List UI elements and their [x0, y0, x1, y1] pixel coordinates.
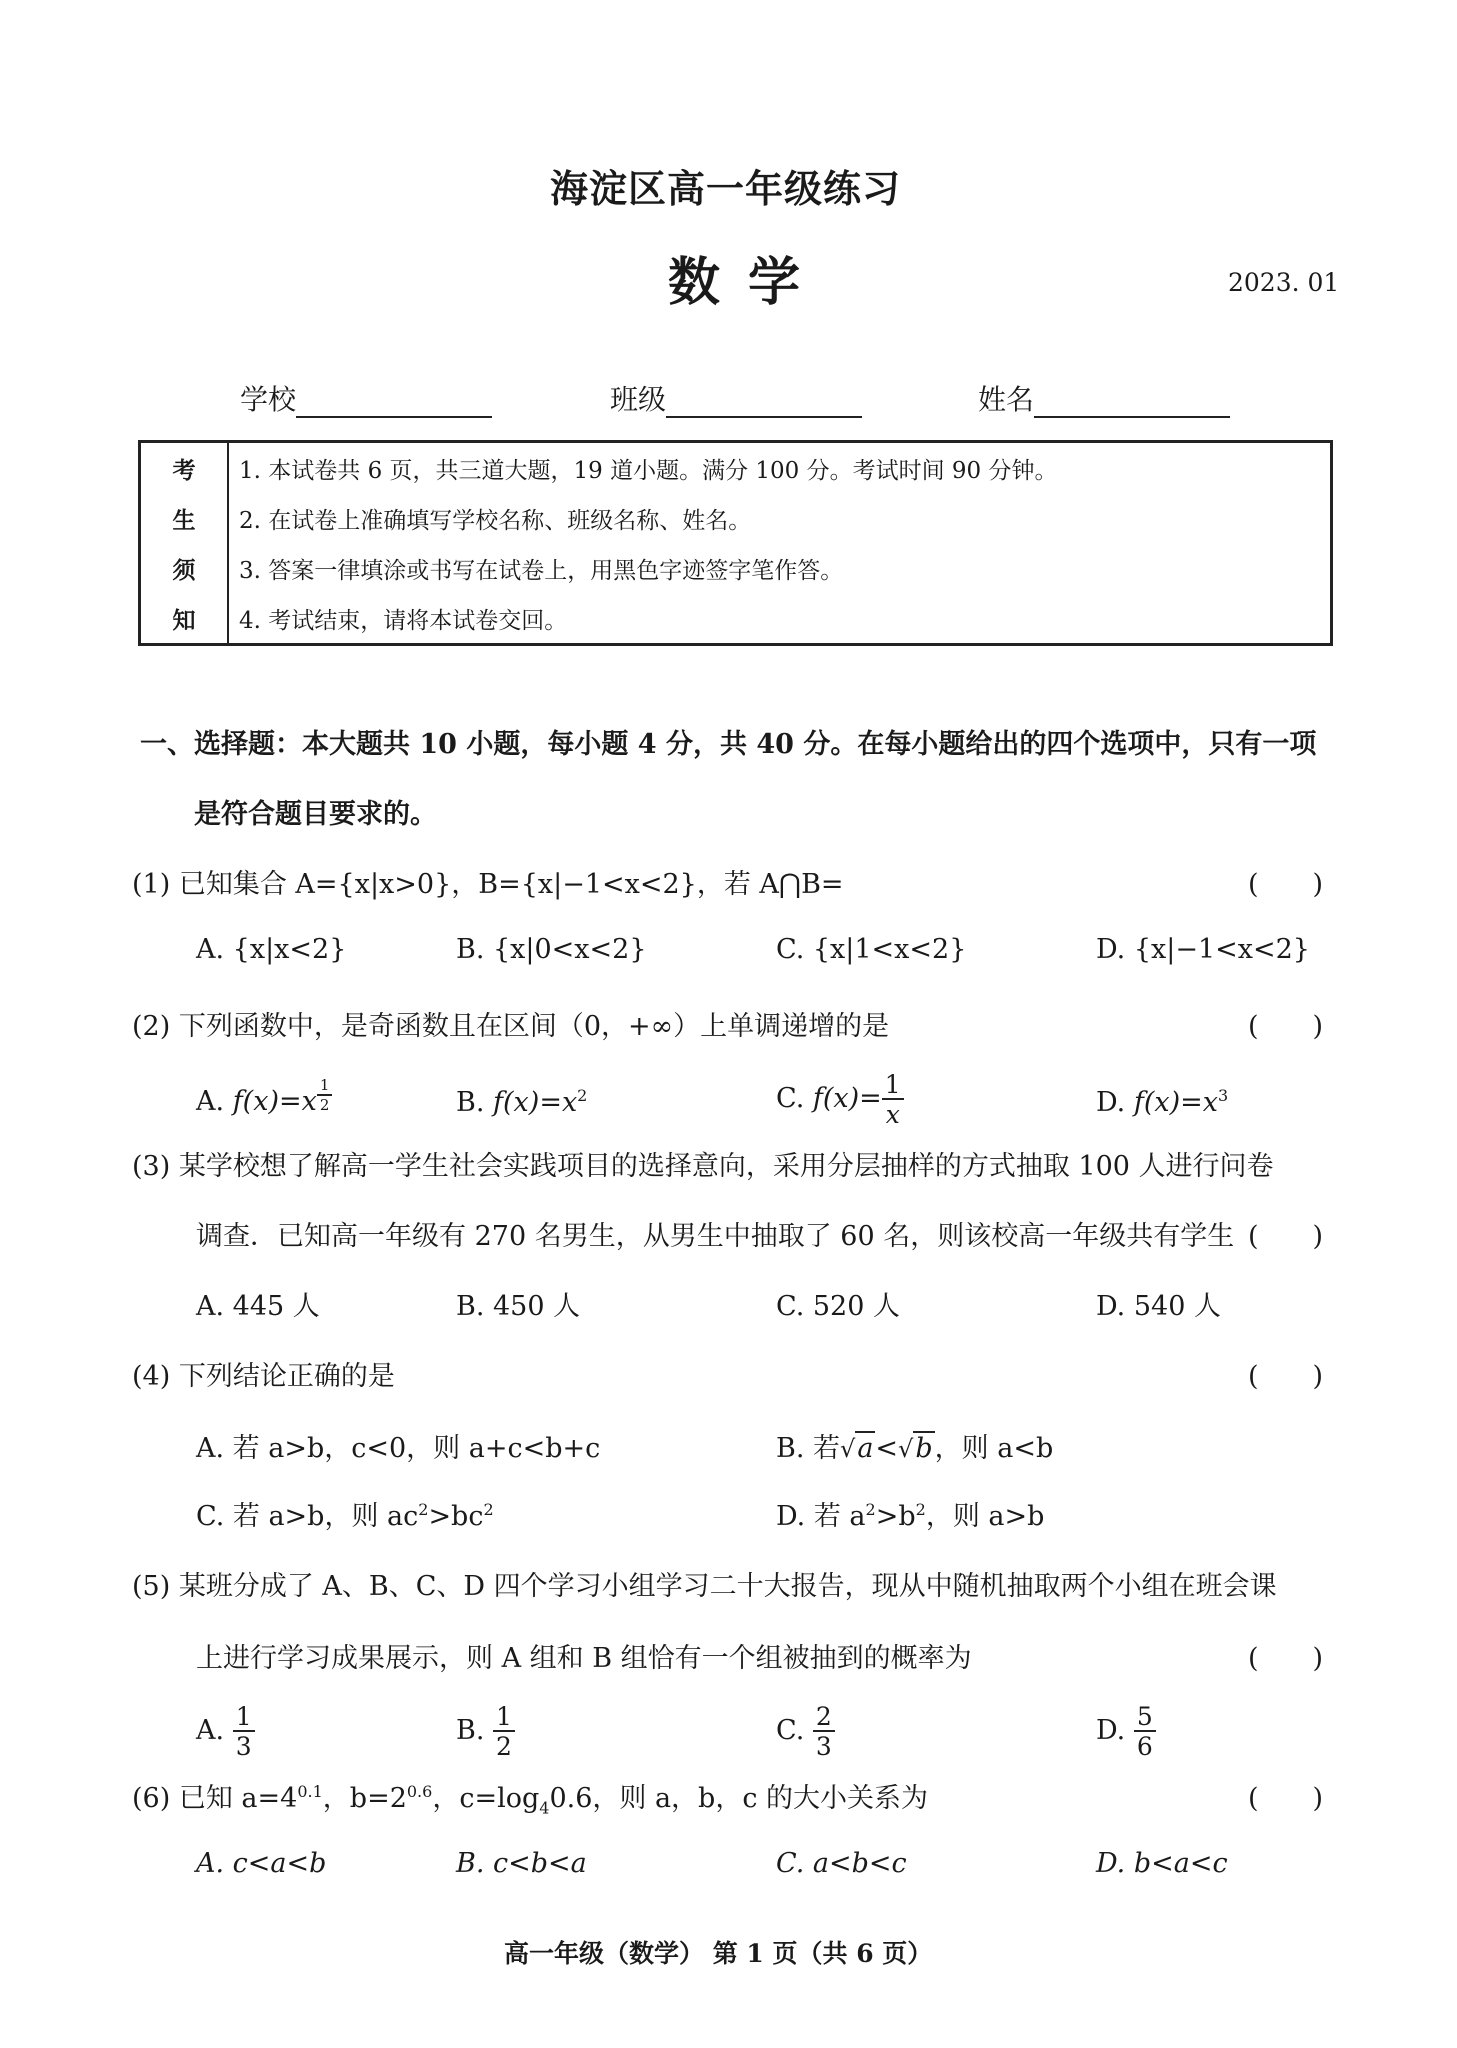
option-label: A.: [196, 1086, 225, 1117]
option-d[interactable]: D. {x|−1<x<2}: [1096, 934, 1310, 965]
question-number: (5): [132, 1571, 171, 1602]
exponent-denominator: 2: [319, 1096, 330, 1114]
option-text: >b: [875, 1501, 916, 1532]
fraction-denominator: 2: [496, 1732, 512, 1761]
question-4: [132, 1354, 395, 1393]
notice-side-char: 知: [140, 593, 229, 645]
question-3: [132, 1144, 1274, 1183]
exponent: 2: [483, 1500, 494, 1519]
option-text: D. 若 a: [776, 1501, 866, 1532]
option-c[interactable]: C. 520 人: [776, 1291, 900, 1322]
question-text: 下列结论正确的是: [178, 1361, 395, 1392]
exam-notice-box: [138, 440, 1333, 646]
option-label: B.: [456, 1715, 485, 1746]
exponent: 2: [865, 1500, 876, 1519]
option-b[interactable]: B. 若√a<√b，则 a<b: [776, 1433, 1054, 1464]
option-function: f(x)=x: [1133, 1087, 1219, 1118]
fraction-denominator: 3: [235, 1732, 252, 1761]
fraction-numerator: 1: [882, 1072, 904, 1100]
fraction-denominator: 6: [1136, 1732, 1153, 1761]
question-number: (2): [132, 1011, 171, 1042]
school-blank[interactable]: [296, 386, 492, 418]
question-number: (1): [132, 869, 171, 900]
class-label: 班级: [610, 383, 667, 416]
exponent: 2: [418, 1500, 429, 1519]
question-text: 某班分成了 A、B、C、D 四个学习小组学习二十大报告，现从中随机抽取两个小组在班会课: [178, 1571, 1277, 1602]
option-d[interactable]: [1096, 1086, 1228, 1118]
option-label: C.: [776, 1715, 805, 1746]
exponent-numerator: 1: [317, 1078, 333, 1096]
option-label: C.: [776, 1083, 805, 1114]
option-a[interactable]: A. c<a<b: [196, 1848, 327, 1879]
exponent: 2: [915, 1500, 926, 1519]
answer-paren[interactable]: ( ): [1248, 869, 1324, 900]
question-6: [132, 1776, 928, 1817]
answer-paren[interactable]: ( ): [1248, 1221, 1324, 1252]
question-text: 0.6，则 a，b，c 的大小关系为: [549, 1783, 929, 1814]
option-a[interactable]: A. 445 人: [196, 1291, 320, 1322]
notice-side-char: 须: [140, 543, 229, 593]
option-label: A.: [196, 1715, 225, 1746]
question-text: ，b=2: [322, 1783, 407, 1814]
class-blank[interactable]: [666, 386, 862, 418]
question-text: 已知 a=4: [178, 1783, 298, 1814]
question-2: [132, 1004, 889, 1043]
answer-paren[interactable]: ( ): [1248, 1643, 1324, 1674]
question-text-cont: 调查．已知高一年级有 270 名男生，从男生中抽取了 60 名，则该校高一年级共有学生: [196, 1221, 1235, 1252]
fraction-numerator: 1: [233, 1704, 255, 1732]
option-label: D.: [1096, 1715, 1126, 1746]
name-label: 姓名: [978, 383, 1035, 416]
fraction-denominator: 3: [815, 1732, 832, 1761]
option-a[interactable]: A. {x|x<2}: [196, 934, 347, 965]
radicand: b: [915, 1433, 933, 1464]
option-text: B. 若: [776, 1433, 841, 1464]
option-text: ，则 a>b: [925, 1501, 1045, 1532]
notice-side-char: 生: [140, 493, 229, 543]
less-than: <: [875, 1433, 899, 1464]
question-number: (4): [132, 1361, 171, 1392]
option-a[interactable]: [196, 1078, 332, 1117]
notice-item: 2. 在试卷上准确填写学校名称、班级名称、姓名。: [239, 507, 752, 534]
option-text: >bc: [428, 1501, 484, 1532]
question-text: 已知集合 A={x|x>0}，B={x|−1<x<2}，若 A⋂B=: [178, 869, 844, 900]
option-label: B.: [456, 1087, 485, 1118]
fraction-numerator: 1: [493, 1704, 515, 1732]
log-base: 4: [539, 1798, 550, 1818]
option-label: D.: [1096, 1087, 1126, 1118]
option-d[interactable]: D. b<a<c: [1096, 1848, 1228, 1879]
exam-date: 2023. 01: [1228, 268, 1340, 297]
question-text: 某学校想了解高一学生社会实践项目的选择意向，采用分层抽样的方式抽取 100 人进行问卷: [178, 1151, 1274, 1182]
option-c[interactable]: [196, 1494, 494, 1533]
option-d[interactable]: [1096, 1704, 1156, 1759]
option-a[interactable]: [196, 1704, 255, 1759]
exponent: 0.6: [406, 1782, 433, 1801]
question-5: [132, 1564, 1277, 1603]
option-c[interactable]: C. {x|1<x<2}: [776, 934, 967, 965]
exponent: 3: [1218, 1086, 1229, 1105]
option-b[interactable]: [456, 1704, 515, 1759]
option-function: f(x)=x: [232, 1086, 317, 1117]
section-heading: 一、选择题：本大题共 10 小题，每小题 4 分，共 40 分。在每小题给出的四个选项中，只有一项: [140, 729, 1317, 760]
exponent: 0.1: [297, 1782, 323, 1801]
exponent: 2: [577, 1086, 588, 1105]
option-c[interactable]: [776, 1072, 904, 1127]
option-c[interactable]: C. a<b<c: [776, 1848, 907, 1879]
question-text: 下列函数中，是奇函数且在区间（0，+∞）上单调递增的是: [178, 1011, 890, 1042]
option-c[interactable]: [776, 1704, 835, 1759]
option-b[interactable]: [456, 1086, 587, 1118]
question-text-cont: 上进行学习成果展示，则 A 组和 B 组恰有一个组被抽到的概率为: [196, 1643, 972, 1674]
fraction-numerator: 2: [813, 1704, 835, 1732]
answer-paren[interactable]: ( ): [1248, 1361, 1324, 1392]
option-function: f(x)=x: [493, 1087, 578, 1118]
notice-item: 1. 本试卷共 6 页，共三道大题，19 道小题。满分 100 分。考试时间 90 分钟。: [239, 457, 1058, 484]
class-field: [610, 378, 862, 418]
question-number: (6): [132, 1783, 171, 1814]
question-number: (3): [132, 1151, 171, 1182]
answer-paren[interactable]: ( ): [1248, 1011, 1324, 1042]
name-field: [978, 378, 1230, 418]
question-1: [132, 862, 844, 901]
option-b[interactable]: B. {x|0<x<2}: [456, 934, 647, 965]
name-blank[interactable]: [1034, 386, 1230, 418]
fraction-denominator: x: [885, 1100, 900, 1129]
option-d[interactable]: D. 540 人: [1096, 1291, 1221, 1322]
option-text: C. 若 a>b，则 ac: [196, 1501, 419, 1532]
page-footer: 高一年级（数学） 第 1 页（共 6 页）: [504, 1939, 933, 1968]
radicand: a: [857, 1433, 874, 1464]
option-b[interactable]: B. 450 人: [456, 1291, 581, 1322]
answer-paren[interactable]: ( ): [1248, 1783, 1324, 1814]
school-label: 学校: [240, 383, 297, 416]
notice-side-char: 考: [140, 442, 229, 494]
option-d[interactable]: [776, 1494, 1044, 1533]
notice-item: 3. 答案一律填涂或书写在试卷上，用黑色字迹签字笔作答。: [239, 557, 844, 584]
subject-title: 数学: [668, 252, 829, 313]
question-text: ，c=log: [432, 1783, 540, 1814]
option-function: f(x)=: [812, 1083, 882, 1114]
option-a[interactable]: A. 若 a>b，c<0，则 a+c<b+c: [196, 1433, 601, 1464]
section-heading-cont: 是符合题目要求的。: [194, 799, 437, 830]
exam-title: 海淀区高一年级练习: [550, 166, 902, 211]
option-text: ，则 a<b: [934, 1433, 1054, 1464]
fraction-numerator: 5: [1134, 1704, 1156, 1732]
notice-item: 4. 考试结束，请将本试卷交回。: [239, 607, 568, 634]
school-field: [240, 378, 492, 418]
option-b[interactable]: B. c<b<a: [456, 1848, 587, 1879]
